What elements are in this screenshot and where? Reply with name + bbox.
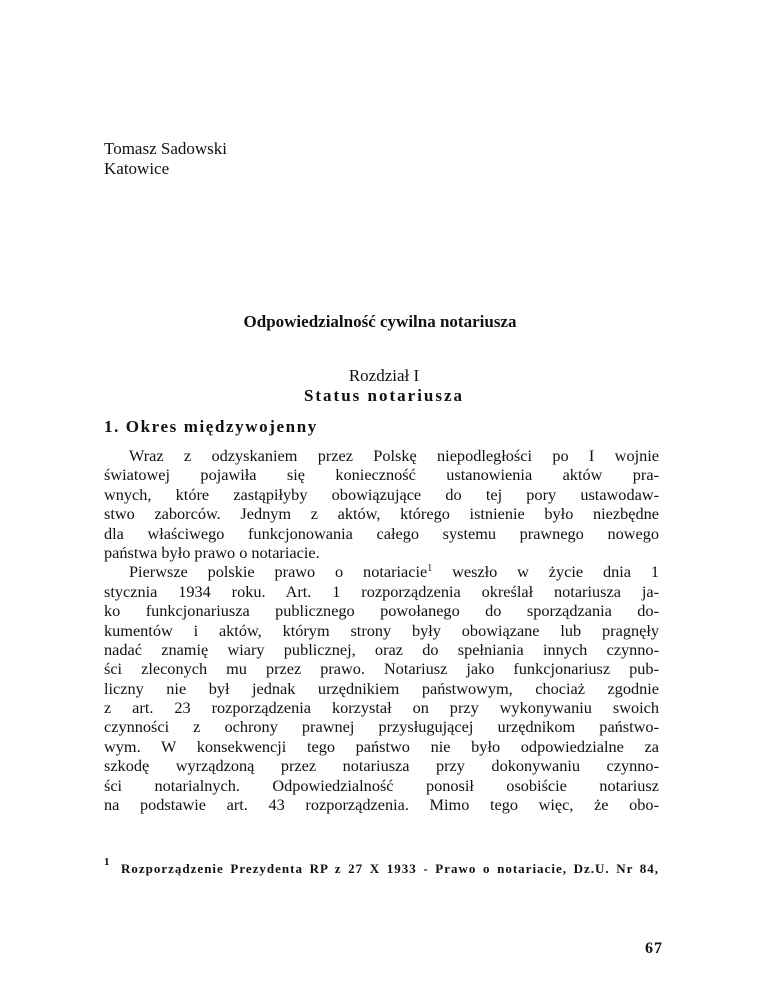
author-city: Katowice <box>104 159 170 178</box>
paragraph-line: ści notarialnych. Odpowiedzialność ponosił osobiście notariusz <box>104 775 659 795</box>
paragraph-line: Wraz z odzyskaniem przez Polskę niepodległości po I wojnie <box>129 446 659 465</box>
footnote-number: 1 <box>104 856 110 868</box>
body-text <box>104 446 659 814</box>
paragraph-line: państwa było prawo o notariacie. <box>104 542 320 562</box>
paragraph-line: liczny nie był jednak urzędnikiem państwowym, chociaż zgodnie <box>104 678 659 698</box>
paragraph-line: z art. 23 rozporządzenia korzystał on przy wykonywaniu swoich <box>104 698 659 718</box>
paragraph-text: Pierwsze polskie prawo o notariacie <box>129 562 428 582</box>
author-block <box>104 139 227 179</box>
paragraph-line: wym. W konsekwencji tego państwo nie było odpowiedzialne za <box>104 736 659 756</box>
paragraph-line: stycznia 1934 roku. Art. 1 rozporządzenia określał notariusza ja- <box>104 581 659 601</box>
paragraph-line: ści zleconych mu przez prawo. Notariusz jako funkcjonariusz pub- <box>104 659 659 679</box>
paragraph-line: na podstawie art. 43 rozporządzenia. Mimo tego więc, że obo- <box>104 795 659 815</box>
chapter-title: Status notariusza <box>303 386 465 405</box>
paragraph-line: szkodę wyrządzoną przez notariusza przy dokonywaniu czynno- <box>104 756 659 776</box>
paragraph-line: dla właściwego funkcjonowania całego systemu prawnego nowego <box>104 523 659 543</box>
paragraph-line: kumentów i aktów, którym strony były obowiązane lub pragnęły <box>104 620 659 640</box>
chapter-label: Rozdział I <box>348 366 420 385</box>
paragraph-line: czynności z ochrony prawnej przysługującej urzędnikom państwo- <box>104 717 659 737</box>
article-title <box>0 312 768 332</box>
article-title-text: Odpowiedzialność cywilna notariusza <box>243 312 517 331</box>
paragraph-line: nadać znamię wiary publicznej, oraz do spełniania innych czynno- <box>104 639 659 659</box>
footnote-reference[interactable]: 1 <box>427 563 433 575</box>
footnote-text: Rozporządzenie Prezydenta RP z 27 X 1933 - Prawo o notariacie, Dz.U. Nr 84, <box>121 861 659 876</box>
paragraph-line <box>104 562 659 581</box>
paragraph-line: wnych, które zastąpiłyby obowiązujące do tej pory ustawodaw- <box>104 484 659 504</box>
paragraph-line: światowej pojawiła się konieczność ustanowienia aktów pra- <box>104 465 659 485</box>
author-name: Tomasz Sadowski <box>104 139 227 158</box>
paragraph-text: weszło w życie dnia 1 <box>432 562 659 582</box>
paragraph-line: stwo zaborców. Jednym z aktów, którego istnienie było niezbędne <box>104 504 659 524</box>
page-number: 67 <box>645 940 663 957</box>
section-heading: 1. Okres międzywojenny <box>104 417 318 436</box>
paragraph-line: ko funkcjonariusza publicznego powołanego do sporządzania do- <box>104 601 659 621</box>
